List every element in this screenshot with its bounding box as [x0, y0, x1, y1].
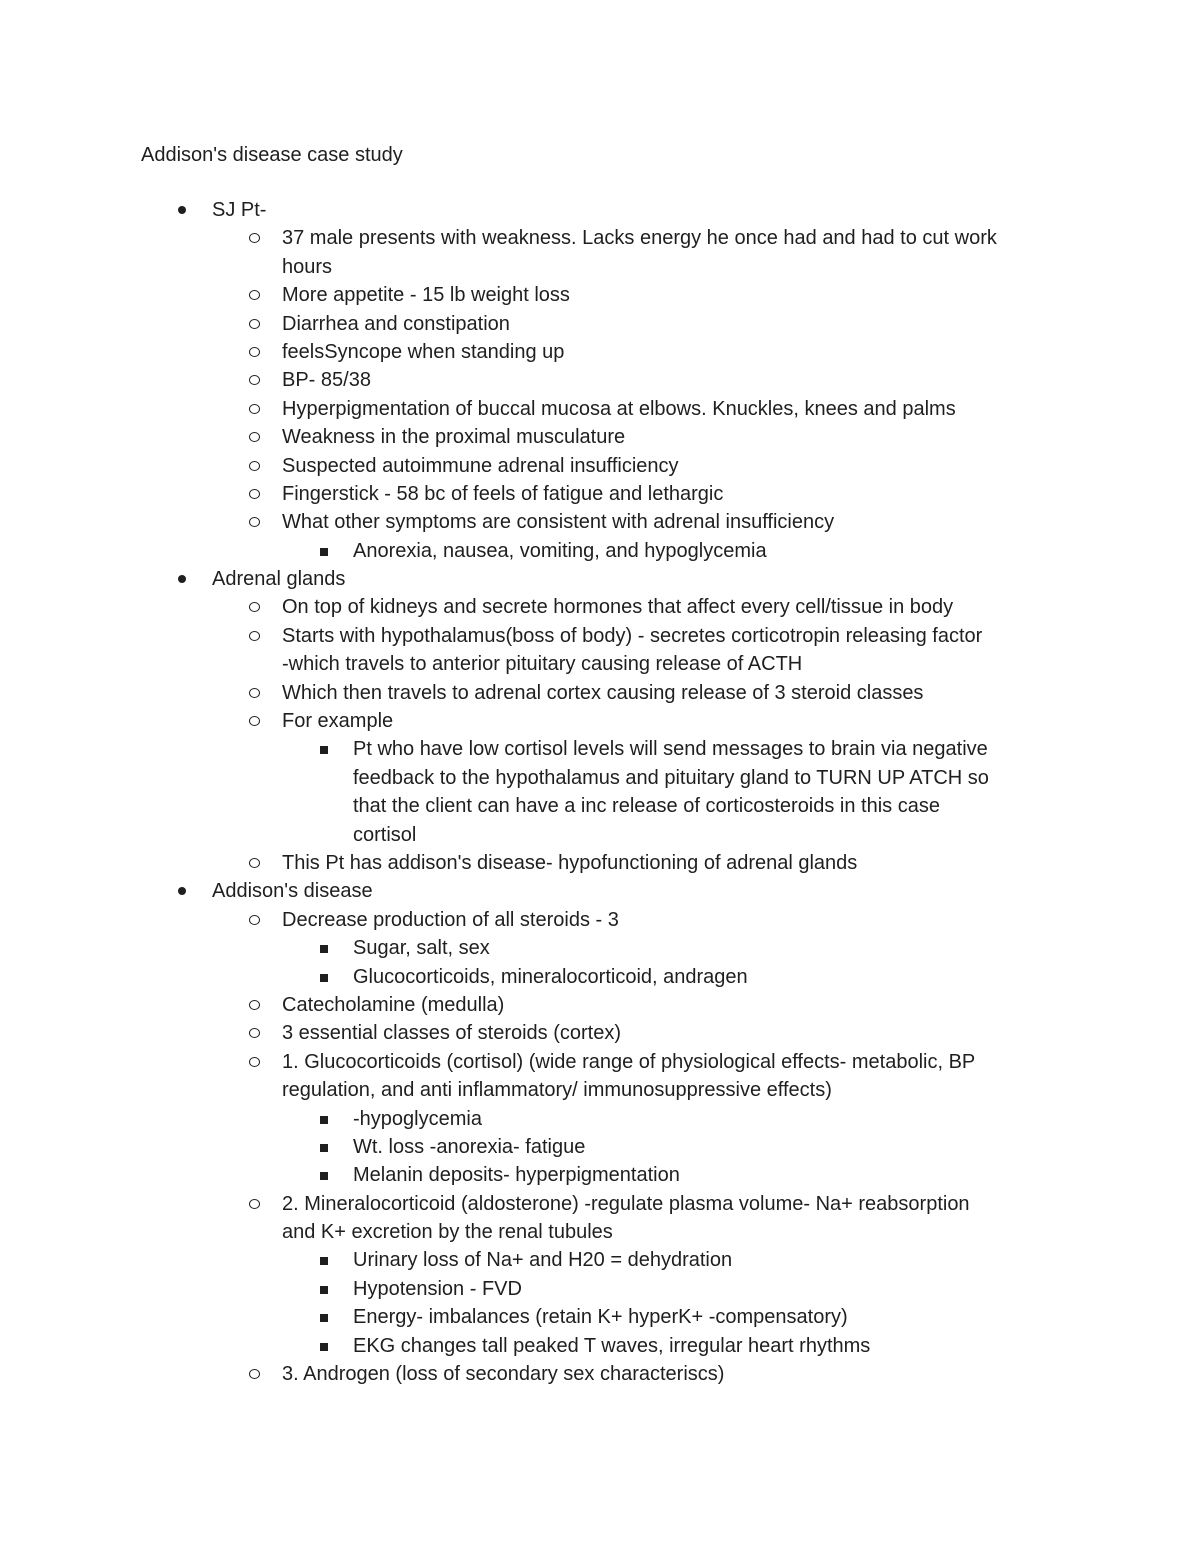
list-item-text: 37 male presents with weakness. Lacks energy he once had and had to cut work	[282, 227, 997, 250]
list-item-text: -which travels to anterior pituitary causing release of ACTH	[282, 653, 803, 676]
square-bullet-icon	[320, 1257, 328, 1265]
list-item	[0, 1048, 1200, 1076]
list-item	[0, 1275, 1200, 1303]
list-item-text: Catecholamine (medulla)	[282, 993, 505, 1016]
list-item	[0, 764, 1200, 792]
square-bullet-icon	[320, 746, 328, 754]
list-item-text: For example	[282, 710, 394, 733]
list-item-text: Wt. loss -anorexia- fatigue	[353, 1135, 586, 1158]
list-item	[0, 1332, 1200, 1360]
hollow-circle-bullet-icon	[249, 631, 260, 641]
list-item-text: Diarrhea and constipation	[282, 312, 510, 335]
hollow-circle-bullet-icon	[249, 915, 260, 925]
list-item	[0, 849, 1200, 877]
list-item-text: Fingerstick - 58 bc of feels of fatigue and lethargic	[282, 482, 724, 505]
square-bullet-icon	[320, 548, 328, 556]
list-item-text: Glucocorticoids, mineralocorticoid, andragen	[353, 965, 748, 988]
list-item	[0, 906, 1200, 934]
list-item	[0, 1076, 1200, 1104]
list-item-text: Hyperpigmentation of buccal mucosa at elbows. Knuckles, knees and palms	[282, 397, 956, 420]
list-item	[0, 224, 1200, 252]
list-item	[0, 537, 1200, 565]
hollow-circle-bullet-icon	[249, 1000, 260, 1010]
list-item	[0, 1019, 1200, 1047]
document-title: Addison's disease case study	[141, 144, 403, 166]
hollow-circle-bullet-icon	[249, 1199, 260, 1209]
bullet-list	[0, 196, 1200, 1388]
list-item	[0, 622, 1200, 650]
list-item	[0, 792, 1200, 820]
list-item	[0, 934, 1200, 962]
hollow-circle-bullet-icon	[249, 716, 260, 726]
list-item	[0, 565, 1200, 593]
filled-bullet-icon	[178, 575, 186, 583]
list-item-text: Pt who have low cortisol levels will send messages to brain via negative	[353, 738, 988, 761]
list-item	[0, 735, 1200, 763]
list-item	[0, 480, 1200, 508]
list-item-text: Suspected autoimmune adrenal insufficiency	[282, 454, 679, 477]
square-bullet-icon	[320, 1286, 328, 1294]
list-item-text: 2. Mineralocorticoid (aldosterone) -regulate plasma volume- Na+ reabsorption	[282, 1192, 970, 1215]
list-item-text: and K+ excretion by the renal tubules	[282, 1221, 613, 1244]
list-item-text: This Pt has addison's disease- hypofunctioning of adrenal glands	[282, 851, 858, 874]
list-item	[0, 253, 1200, 281]
list-item	[0, 1360, 1200, 1388]
list-item	[0, 423, 1200, 451]
hollow-circle-bullet-icon	[249, 290, 260, 300]
list-item	[0, 508, 1200, 536]
list-item	[0, 1303, 1200, 1331]
list-item	[0, 452, 1200, 480]
list-item-text: SJ Pt-	[212, 199, 267, 221]
list-item	[0, 281, 1200, 309]
square-bullet-icon	[320, 1116, 328, 1124]
list-item-text: Which then travels to adrenal cortex causing release of 3 steroid classes	[282, 681, 924, 704]
hollow-circle-bullet-icon	[249, 461, 260, 471]
list-item-text: hours	[282, 255, 333, 278]
list-item-text: Starts with hypothalamus(boss of body) - secretes corticotropin releasing factor	[282, 624, 983, 647]
hollow-circle-bullet-icon	[249, 489, 260, 499]
list-item	[0, 1161, 1200, 1189]
square-bullet-icon	[320, 1144, 328, 1152]
hollow-circle-bullet-icon	[249, 517, 260, 527]
list-item	[0, 1218, 1200, 1246]
list-item	[0, 877, 1200, 905]
list-item	[0, 963, 1200, 991]
list-item-text: BP- 85/38	[282, 369, 371, 392]
list-item	[0, 679, 1200, 707]
list-item	[0, 1190, 1200, 1218]
square-bullet-icon	[320, 974, 328, 982]
list-item-text: feelsSyncope when standing up	[282, 340, 565, 363]
list-item-text: 3. Androgen (loss of secondary sex characteriscs)	[282, 1363, 725, 1386]
list-item-text: EKG changes tall peaked T waves, irregular heart rhythms	[353, 1334, 871, 1357]
hollow-circle-bullet-icon	[249, 319, 260, 329]
list-item	[0, 1105, 1200, 1133]
hollow-circle-bullet-icon	[249, 233, 260, 243]
list-item	[0, 707, 1200, 735]
list-item-text: cortisol	[353, 823, 417, 846]
list-item-text: Decrease production of all steroids - 3	[282, 908, 619, 931]
hollow-circle-bullet-icon	[249, 1028, 260, 1038]
list-item-text: On top of kidneys and secrete hormones that affect every cell/tissue in body	[282, 596, 954, 619]
square-bullet-icon	[320, 1314, 328, 1322]
list-item-text: that the client can have a inc release of corticosteroids in this case	[353, 795, 940, 818]
list-item	[0, 395, 1200, 423]
list-item-text: Hypotension - FVD	[353, 1277, 522, 1300]
list-item	[0, 310, 1200, 338]
filled-bullet-icon	[178, 887, 186, 895]
list-item-text: What other symptoms are consistent with adrenal insufficiency	[282, 511, 835, 534]
list-item-text: 1. Glucocorticoids (cortisol) (wide range of physiological effects- metabolic, BP	[282, 1050, 976, 1073]
hollow-circle-bullet-icon	[249, 375, 260, 385]
hollow-circle-bullet-icon	[249, 1369, 260, 1379]
list-item-text: Anorexia, nausea, vomiting, and hypoglycemia	[353, 539, 767, 562]
list-item-text: regulation, and anti inflammatory/ immunosuppressive effects)	[282, 1079, 832, 1102]
list-item	[0, 593, 1200, 621]
list-item-text: feedback to the hypothalamus and pituitary gland to TURN UP ATCH so	[353, 766, 989, 789]
list-item	[0, 196, 1200, 224]
hollow-circle-bullet-icon	[249, 602, 260, 612]
list-item-text: 3 essential classes of steroids (cortex)	[282, 1022, 622, 1045]
list-item-text: Addison's disease	[212, 880, 373, 903]
hollow-circle-bullet-icon	[249, 1057, 260, 1067]
hollow-circle-bullet-icon	[249, 858, 260, 868]
list-item-text: Urinary loss of Na+ and H20 = dehydration	[353, 1249, 733, 1272]
square-bullet-icon	[320, 1343, 328, 1351]
list-item	[0, 338, 1200, 366]
square-bullet-icon	[320, 945, 328, 953]
hollow-circle-bullet-icon	[249, 347, 260, 357]
hollow-circle-bullet-icon	[249, 404, 260, 414]
list-item-text: Weakness in the proximal musculature	[282, 426, 626, 449]
list-item-text: -hypoglycemia	[353, 1107, 482, 1130]
list-item	[0, 1133, 1200, 1161]
hollow-circle-bullet-icon	[249, 688, 260, 698]
list-item	[0, 821, 1200, 849]
list-item-text: More appetite - 15 lb weight loss	[282, 284, 570, 307]
filled-bullet-icon	[178, 206, 186, 214]
list-item	[0, 366, 1200, 394]
list-item	[0, 650, 1200, 678]
square-bullet-icon	[320, 1172, 328, 1180]
list-item-text: Adrenal glands	[212, 568, 346, 591]
list-item-text: Sugar, salt, sex	[353, 937, 490, 960]
hollow-circle-bullet-icon	[249, 432, 260, 442]
list-item	[0, 1246, 1200, 1274]
list-item-text: Energy- imbalances (retain K+ hyperK+ -compensatory)	[353, 1306, 848, 1329]
list-item-text: Melanin deposits- hyperpigmentation	[353, 1164, 680, 1187]
list-item	[0, 991, 1200, 1019]
